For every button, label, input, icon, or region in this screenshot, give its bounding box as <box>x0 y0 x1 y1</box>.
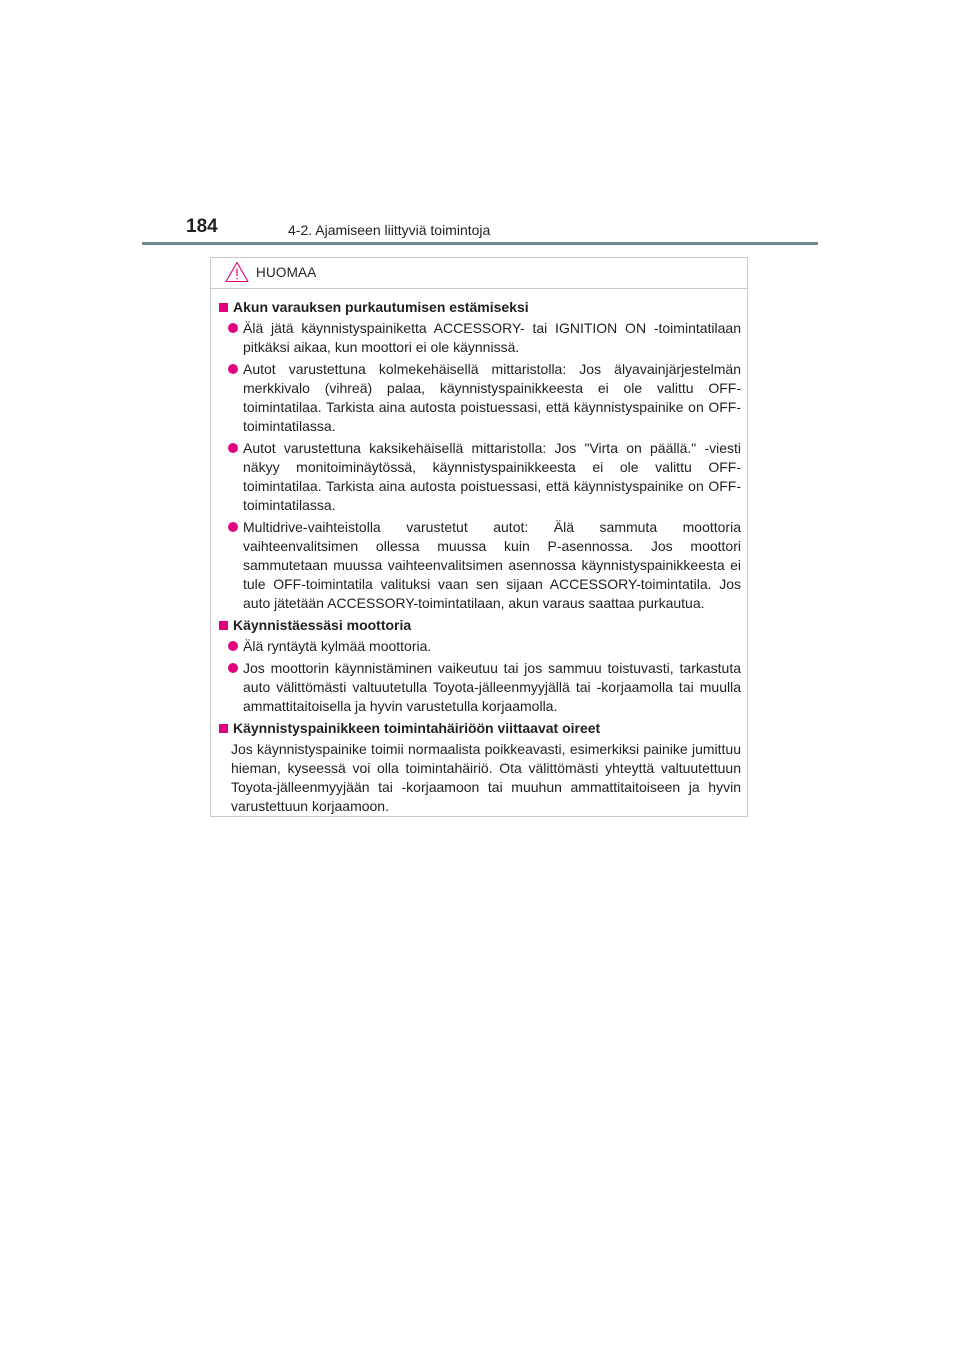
section-heading: Akun varauksen purkautumisen estämiseksi <box>217 298 741 317</box>
notice-title: HUOMAA <box>256 265 317 280</box>
square-bullet-icon <box>219 724 228 733</box>
page-number: 184 <box>186 216 218 237</box>
round-bullet-icon <box>228 443 238 453</box>
section-paragraph: Jos käynnistyspainike toimii normaalista poikkeavasti, esimerkiksi painike jumittuu hieman, kyseessä voi olla toimintahäiriö. Ota välittömästi yhteyttä valtuutettuun Toyota-jälleenmyyjään tai -korjaamoon tai muuhun ammattitaitoiseen ja hyvin varustettuun korjaamoon. <box>231 741 741 814</box>
round-bullet-icon <box>228 364 238 374</box>
bullet-item: Multidrive-vaihteistolla varustetut autot: Älä sammuta moottoria vaihteenvalitsimen ollessa muussa kuin P-asennossa. Jos moottori sammutetaan muussa vaihteenvalitsimen asennossa käynnistyspainikkeesta ei tule OFF-toimintatila valituksi vaan sen sijaan ACCESSORY-toimintatila. Jos auto jätetään ACCESSORY-toimintatilaan, akun varaus saattaa purkautua. <box>217 518 741 613</box>
bullet-item: Älä ryntäytä kylmää moottoria. <box>217 637 741 656</box>
section-title: 4-2. Ajamiseen liittyviä toimintoja <box>288 222 491 238</box>
notice-body <box>211 298 747 816</box>
notice-box <box>210 257 748 817</box>
square-bullet-icon <box>219 621 228 630</box>
section-heading: Käynnistyspainikkeen toimintahäiriöön viittaavat oireet <box>217 719 741 738</box>
round-bullet-icon <box>228 323 238 333</box>
bullet-item: Autot varustettuna kolmekehäisellä mittaristolla: Jos älyavainjärjestelmän merkkivalo (vihreä) palaa, käynnistyspainikkeesta ei ole valittu OFF-toimintatilaa. Tarkista aina autosta poistuessasi, että käynnistyspainike on OFF-toimintatilassa. <box>217 360 741 436</box>
bullet-item: Älä jätä käynnistyspainiketta ACCESSORY- tai IGNITION ON -toimintatilaan pitkäksi aikaa, kun moottori ei ole käynnissä. <box>217 319 741 357</box>
round-bullet-icon <box>228 641 238 651</box>
section-heading: Käynnistäessäsi moottoria <box>217 616 741 635</box>
bullet-item: Autot varustettuna kaksikehäisellä mittaristolla: Jos "Virta on päällä." -viesti näkyy monitoiminäytössä, käynnistyspainikkeesta ei ole valittu OFF-toimintatilaa. Tarkista aina autosta poistuessasi, että käynnistyspainike on OFF-toimintatilassa. <box>217 439 741 515</box>
warning-triangle-icon <box>225 261 249 283</box>
round-bullet-icon <box>228 522 238 532</box>
square-bullet-icon <box>219 303 228 312</box>
notice-header <box>211 258 747 289</box>
header-divider <box>142 242 818 245</box>
round-bullet-icon <box>228 663 238 673</box>
bullet-item: Jos moottorin käynnistäminen vaikeutuu tai jos sammuu toistuvasti, tarkastuta auto välittömästi valtuutetulla Toyota-jälleenmyyjällä tai -korjaamolla tai muulla ammattitaitoisella ja hyvin varustetulla korjaamolla. <box>217 659 741 716</box>
